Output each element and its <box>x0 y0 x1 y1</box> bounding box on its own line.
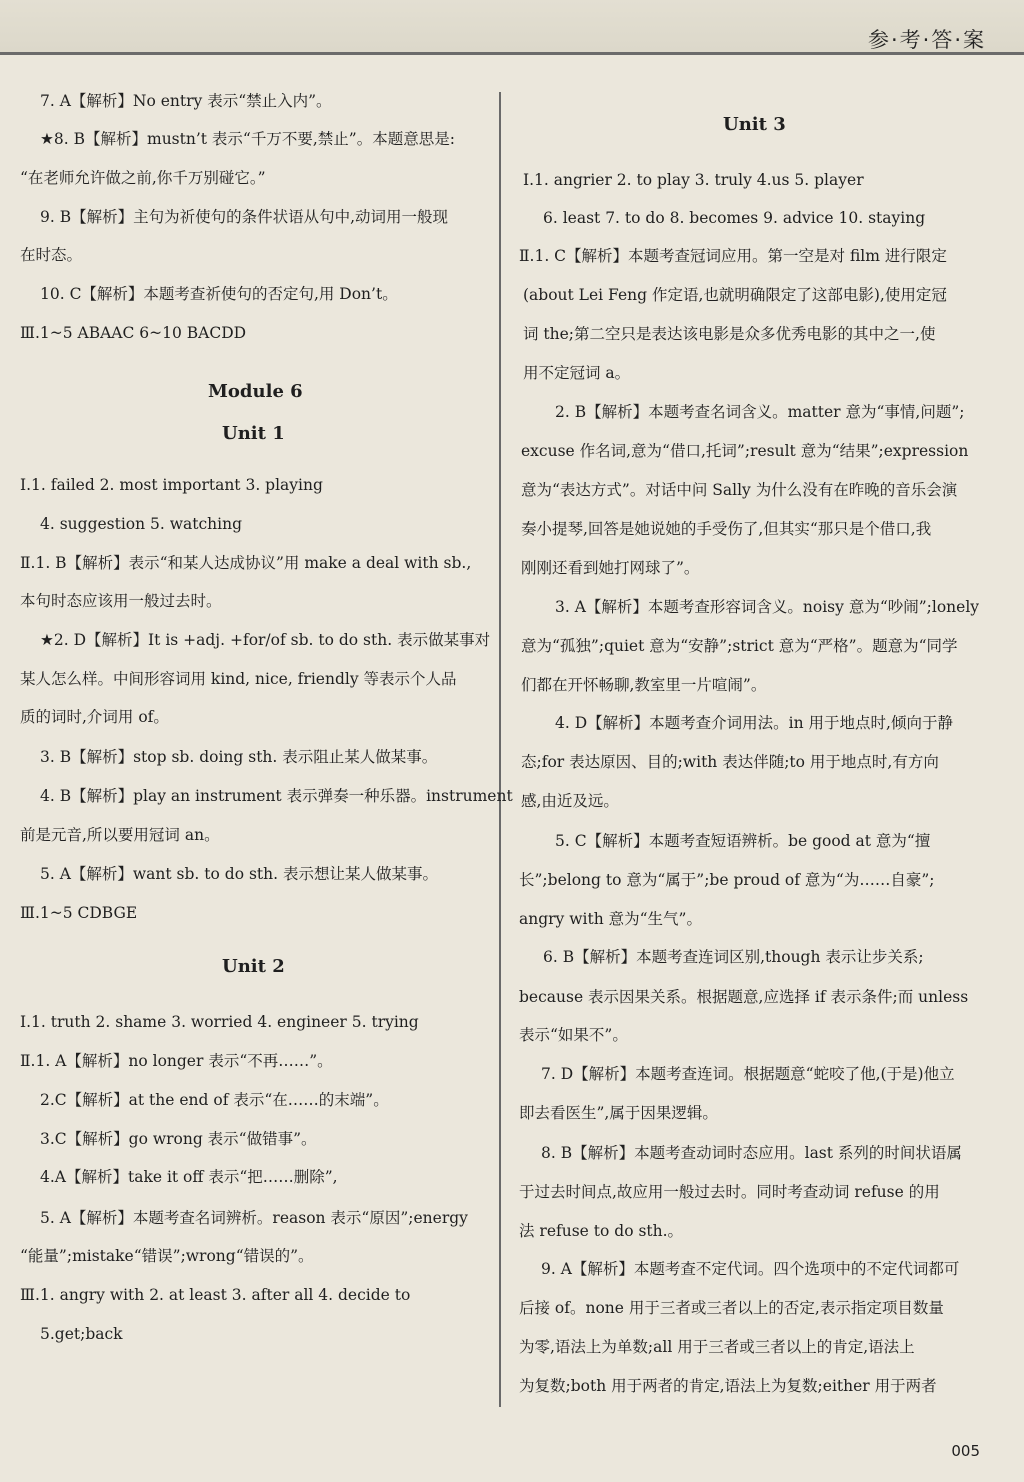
text-line: 表示“如果不”。 <box>519 1026 628 1044</box>
text-line: Ⅰ.1. angrier 2. to play 3. truly 4.us 5. player <box>523 171 864 189</box>
text-line: 4. D【解析】本题考查介词用法。in 用于地点时,倾向于静 <box>555 714 953 732</box>
section-heading: Unit 3 <box>723 114 786 135</box>
text-line: 即去看医生”,属于因果逻辑。 <box>519 1104 718 1122</box>
header-title: 参·考·答·案 <box>867 28 986 52</box>
text-line: Ⅱ.1. A【解析】no longer 表示“不再……”。 <box>20 1052 333 1070</box>
text-line: 某人怎么样。中间形容词用 kind, nice, friendly 等表示个人品 <box>20 670 457 688</box>
page-number: 005 <box>951 1442 980 1460</box>
text-line: because 表示因果关系。根据题意,应选择 if 表示条件;而 unless <box>519 988 969 1006</box>
text-line: 刚刚还看到她打网球了”。 <box>521 559 700 577</box>
text-line: 5. A【解析】want sb. to do sth. 表示想让某人做某事。 <box>40 865 438 883</box>
text-line: ★2. D【解析】It is +adj. +for/of sb. to do sth. 表示做某事对 <box>40 631 491 649</box>
text-line: ★8. B【解析】mustn’t 表示“千万不要,禁止”。本题意思是: <box>40 130 455 148</box>
text-line: 4. B【解析】play an instrument 表示弹奏一种乐器。instrument <box>40 787 513 805</box>
text-line: “在老师允许做之前,你千万别碰它。” <box>20 169 266 187</box>
text-line: 后接 of。none 用于三者或三者以上的否定,表示指定项目数量 <box>519 1299 944 1317</box>
text-line: 前是元音,所以要用冠词 an。 <box>20 826 220 844</box>
text-line: 在时态。 <box>20 246 83 264</box>
text-line: Ⅲ.1~5 CDBGE <box>20 904 138 922</box>
text-line: 态;for 表达原因、目的;with 表达伴随;to 用于地点时,有方向 <box>521 753 939 771</box>
text-line: 2. B【解析】本题考查名词含义。matter 意为“事情,问题”; <box>555 403 965 421</box>
section-heading: Unit 2 <box>222 956 285 977</box>
text-line: Ⅱ.1. C【解析】本题考查冠词应用。第一空是对 film 进行限定 <box>519 247 947 265</box>
text-line: 感,由近及远。 <box>521 792 619 810</box>
text-line: 为零,语法上为单数;all 用于三者或三者以上的肯定,语法上 <box>519 1338 915 1356</box>
text-line: Ⅲ.1. angry with 2. at least 3. after all 4. decide to <box>20 1286 411 1304</box>
page-header <box>0 0 1024 55</box>
text-line: 10. C【解析】本题考查祈使句的否定句,用 Don’t。 <box>40 285 398 303</box>
column-divider <box>499 92 501 1407</box>
text-line: 词 the;第二空只是表达该电影是众多优秀电影的其中之一,使 <box>523 325 936 343</box>
text-line: 5. C【解析】本题考查短语辨析。be good at 意为“擅 <box>555 832 931 850</box>
text-line: 意为“孤独”;quiet 意为“安静”;strict 意为“严格”。题意为“同学 <box>521 637 958 655</box>
text-line: 本句时态应该用一般过去时。 <box>20 592 222 610</box>
text-line: 6. B【解析】本题考查连词区别,though 表示让步关系; <box>543 948 924 966</box>
section-heading: Module 6 <box>208 381 303 402</box>
text-line: 7. A【解析】No entry 表示“禁止入内”。 <box>40 92 332 110</box>
text-line: 2.C【解析】at the end of 表示“在……的末端”。 <box>40 1091 389 1109</box>
text-line: 9. A【解析】本题考查不定代词。四个选项中的不定代词都可 <box>541 1260 960 1278</box>
text-line: 4. suggestion 5. watching <box>40 515 243 533</box>
text-line: 6. least 7. to do 8. becomes 9. advice 10. staying <box>543 209 926 227</box>
text-line: “能量”;mistake“错误”;wrong“错误的”。 <box>20 1247 314 1265</box>
text-line: 奏小提琴,回答是她说她的手受伤了,但其实“那只是个借口,我 <box>521 520 932 538</box>
text-line: 9. B【解析】主句为祈使句的条件状语从句中,动词用一般现 <box>40 208 449 226</box>
text-line: angry with 意为“生气”。 <box>519 910 702 928</box>
text-line: (about Lei Feng 作定语,也就明确限定了这部电影),使用定冠 <box>523 286 947 304</box>
text-line: 于过去时间点,故应用一般过去时。同时考查动词 refuse 的用 <box>519 1183 940 1201</box>
text-line: excuse 作名词,意为“借口,托词”;result 意为“结果”;expression <box>521 442 969 460</box>
text-line: 意为“表达方式”。对话中问 Sally 为什么没有在昨晚的音乐会演 <box>521 481 958 499</box>
text-line: 为复数;both 用于两者的肯定,语法上为复数;either 用于两者 <box>519 1377 937 1395</box>
text-line: 5.get;back <box>40 1325 123 1343</box>
text-line: 用不定冠词 a。 <box>523 364 631 382</box>
text-line: Ⅰ.1. truth 2. shame 3. worried 4. engineer 5. trying <box>20 1013 419 1031</box>
text-line: 7. D【解析】本题考查连词。根据题意“蛇咬了他,(于是)他立 <box>541 1065 955 1083</box>
text-line: Ⅱ.1. B【解析】表示“和某人达成协议”用 make a deal with sb., <box>20 554 472 572</box>
section-heading: Unit 1 <box>222 423 285 444</box>
text-line: 3.C【解析】go wrong 表示“做错事”。 <box>40 1130 317 1148</box>
text-line: Ⅲ.1~5 ABAAC 6~10 BACDD <box>20 324 247 342</box>
text-line: 质的词时,介词用 of。 <box>20 708 169 726</box>
text-line: 8. B【解析】本题考查动词时态应用。last 系列的时间状语属 <box>541 1144 962 1162</box>
text-line: 3. A【解析】本题考查形容词含义。noisy 意为“吵闹”;lonely <box>555 598 980 616</box>
text-line: 4.A【解析】take it off 表示“把……删除”, <box>40 1168 338 1186</box>
text-line: 3. B【解析】stop sb. doing sth. 表示阻止某人做某事。 <box>40 748 438 766</box>
text-line: 长”;belong to 意为“属于”;be proud of 意为“为……自豪”; <box>519 871 935 889</box>
text-line: 们都在开怀畅聊,教室里一片喧闹”。 <box>521 676 767 694</box>
text-line: 5. A【解析】本题考查名词辨析。reason 表示“原因”;energy <box>40 1209 468 1227</box>
text-line: Ⅰ.1. failed 2. most important 3. playing <box>20 476 323 494</box>
text-line: 法 refuse to do sth.。 <box>519 1222 684 1240</box>
